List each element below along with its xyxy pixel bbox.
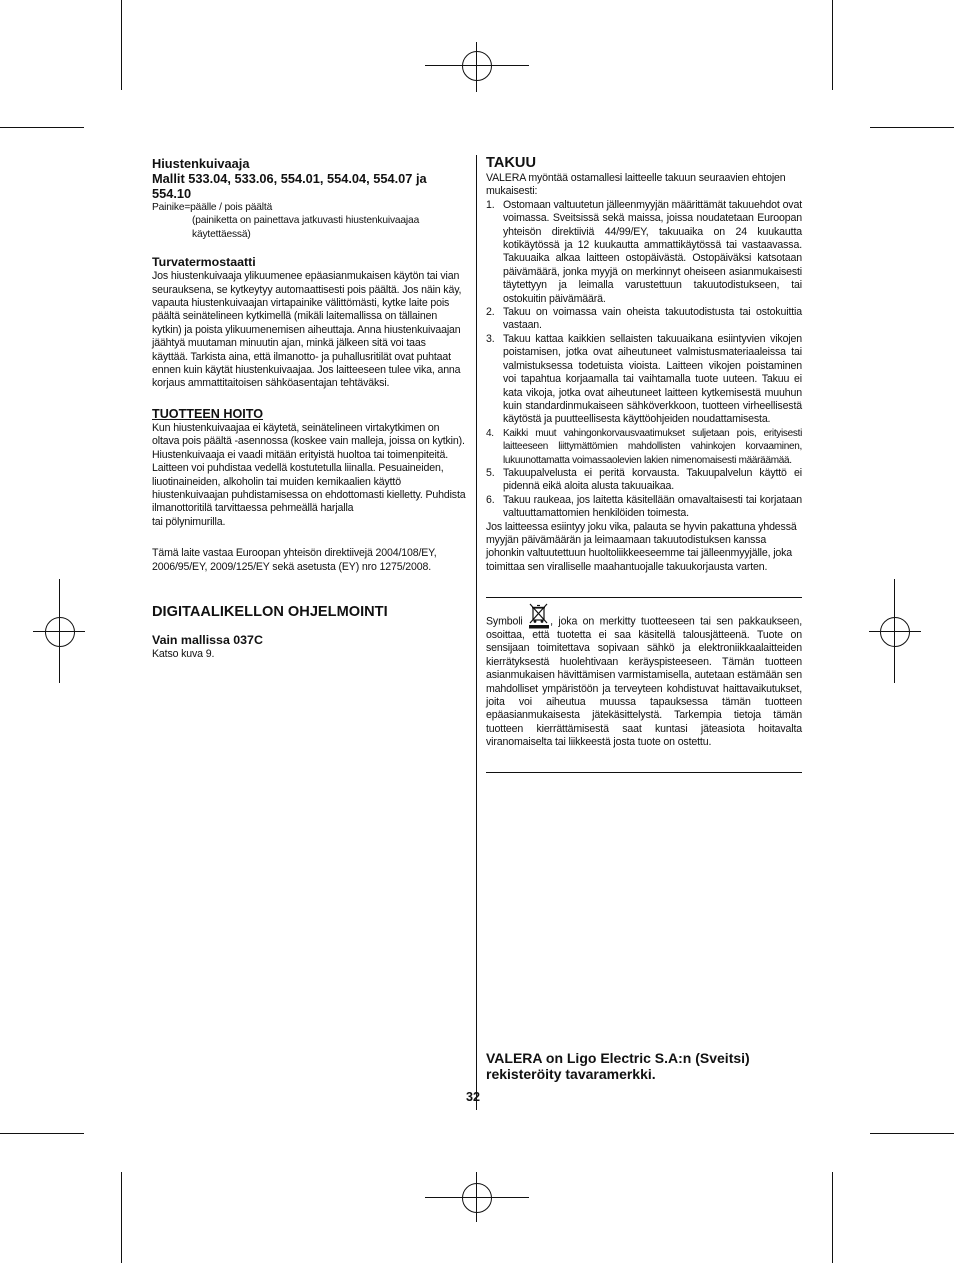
- left-column: [152, 156, 467, 661]
- button-note: (painiketta on painettava jatkuvasti hiustenkuivaajaa käytettäessä): [192, 215, 420, 240]
- registration-mark: [45, 617, 75, 647]
- list-item: 5. Takuupalvelusta ei peritä korvausta. Takuupalvelun käyttö ei pidennä eikä aloita alusta takuuaikaa.: [486, 466, 802, 493]
- button-line: Painike=päälle / pois päältä: [152, 202, 273, 213]
- registration-mark: [462, 1183, 492, 1213]
- care-text-end: tai pölynimurilla.: [152, 515, 226, 528]
- crop-mark: [121, 0, 122, 90]
- directive-text: Tämä laite vastaa Euroopan yhteisön direktiivejä 2004/108/EY, 2006/95/EY, 2009/125/EY sekä asetusta (EY) nro 1275/2008.: [152, 547, 437, 573]
- clock-heading: DIGITAALIKELLON OHJELMOINTI: [152, 603, 388, 620]
- clock-ref: Katso kuva 9.: [152, 647, 215, 660]
- crop-mark: [832, 0, 833, 90]
- recycle-text: , joka on merkitty tuotteeseen tai sen pakkaukseen, osoittaa, että tuotetta ei saa käsitellä talousjätteenä. Tuote on sensijaan toimitettava sopivaan sähkö ja elektroniikkaalaitteiden kierrätyksestä huolehtivaan keräyspisteeseen. Tämän tuotteen asianmukaisen hävittämisen varmistamisella, autetaan estämään sen mahdolliset ympäristöön ja terveyteen kohdistuvat haittavaikutukset, joita voi aiheutua muussa tapauksessa tämän tuotteen epäasianmukaisesta jätekäsittelystä. Tarkempia tietoja tämän tuotteen kierrättämisestä saat kuntasi jäteasiota hoitavalta viranomaiselta tai liikkeestä josta tuote on ostettu.: [486, 615, 803, 749]
- models-line: Mallit 533.04, 533.06, 554.01, 554.04, 554.07 ja 554.10: [152, 171, 427, 201]
- registration-mark: [880, 617, 910, 647]
- recycle-symbol-label: Symboli: [486, 615, 523, 628]
- crop-mark: [870, 127, 954, 128]
- page-number: 32: [466, 1090, 481, 1104]
- list-item: 4. Kaikki muut vahingonkorvausvaatimukset suljetaan pois, erityisesti laitteeseen liittymättömien mahdollisten vahinkojen korvaaminen, lukuunottamatta voimassaolevien lakien nimenomaisesti määräämää.: [486, 427, 802, 466]
- warranty-heading: TAKUU: [486, 155, 536, 171]
- registration-mark: [462, 51, 492, 81]
- care-text: Kun hiustenkuivaajaa ei käytetä, seinätelineen virtakytkimen on oltava pois päältä -asennossa (koskee vain malleja, joissa on kytkin). Hiustenkuivaaja ei vaadi mitään erityistä huoltoa tai toimenpiteitä. Laitteen voi puhdistaa vedellä kostutetulla liinalla. Pesuaineiden, liuotinaineiden, alkoholin tai muiden kemikaalien käyttö hiustenkuivaajan puhdistamisessa on ehdottomasti kielletty. Puhdista ilmanottoritilä tarvittaessa pehmeällä harjalla: [152, 421, 466, 515]
- crop-mark: [0, 1133, 84, 1134]
- right-column: [486, 155, 802, 574]
- crossed-out-wheelie-bin-icon: [528, 603, 550, 629]
- warranty-outro: Jos laitteessa esiintyy joku vika, palauta se hyvin pakattuna yhdessä myyjän päivämäärän ja leimaamaan takuutodistuksen kanssa johonkin valtuutettuun huoltoliikkeeseemme tai jälleenmyyjälle, joka toimittaa sen viralliselle maahantuojalle takuukorjausta varten.: [486, 520, 797, 573]
- crop-mark: [121, 1172, 122, 1263]
- recycle-box-top-rule: [486, 597, 802, 598]
- list-item: 1. Ostomaan valtuutetun jälleenmyyjän määrittämät takuuehdot ovat voimassa. Sveitsissä sekä maissa, joissa noudatetaan Euroopan yhteisön direktiiviä 44/99/EY, takuuaika on 24 kuukautta kotikäytössä ja 12 kuukautta ammattikäytössä tai vastaavassa. Takuuaika alkaa laitteen ostopäivästä. Ostopäiväksi katsotaan päivämäärä, jonka myyjä on merkinnyt oheiseen asianmukaisesti täytettyyn ja leimalla varustettuun takuutodistukseen, tai ostokuitin päivämäärä.: [486, 198, 802, 305]
- thermostat-heading: Turvatermostaatti: [152, 255, 256, 270]
- crop-mark: [870, 1133, 954, 1134]
- recycle-text-block: [486, 603, 802, 750]
- crop-mark: [832, 1172, 833, 1263]
- product-title: Hiustenkuivaaja: [152, 156, 250, 171]
- care-heading: TUOTTEEN HOITO: [152, 406, 264, 421]
- warranty-list: [486, 199, 802, 521]
- list-item: 2. Takuu on voimassa vain oheista takuutodistusta tai ostokuittia vastaan.: [486, 306, 802, 332]
- trademark-notice: VALERA on Ligo Electric S.A:n (Sveitsi) rekisteröity tavaramerkki.: [486, 1050, 750, 1082]
- list-item: 3. Takuu kattaa kaikkien sellaisten takuuaikana esiintyvien vikojen poistamisen, jotka ovat aiheutuneet valmistusmateriaaleissa tai valmistuksessa todetuista vioista. Laitteen vikojen poistaminen voi tapahtua korjaamalla tai vaihtamalla tuote uuteen. Takuu ei kata vikoja, jotka ovat aiheutuneet laitteen kytkemisestä muuhun kuin standardinmukaiseen sähköverkkoon, tuotteen virheellisestä käytöstä ja puutteellisesta käyttöohjeiden noudattamisesta.: [486, 332, 802, 426]
- list-item: 6. Takuu raukeaa, jos laitetta käsitellään omavaltaisesti tai korjataan valtuuttamattomien henkilöiden toimesta.: [486, 493, 802, 520]
- column-divider: [476, 155, 477, 1110]
- clock-model: Vain mallissa 037C: [152, 632, 263, 647]
- thermostat-text: Jos hiustenkuivaaja ylikuumenee epäasianmukaisen käytön tai vian seurauksena, se kytkeytyy automaattisesti pois päältä. Jos näin käy, vapauta hiustenkuivaajan virtapainike välittömästi, kytke laite pois päältä seinätelineen kytkimellä (mikäli laitemallissa on tällainen kytkin) ja poista ylikuumenemisen aiheuttaja. Anna hiustenkuivaajan jäähtyä muutaman minuutin ajan, minkä jälkeen sitä voi taas käyttää. Tarkista aina, että ilmanotto- ja puhallusritilät ovat puhtaat ennen kuin käytät hiustenkuivaajaa. Jos laitteeseen tulee vika, anna korjaus ammattitaitoisen sähköasentajan tehtäväksi.: [152, 270, 462, 390]
- crop-mark: [0, 127, 84, 128]
- warranty-intro: VALERA myöntää ostamallesi laitteelle takuun seuraavien ehtojen mukaisesti:: [486, 172, 786, 198]
- recycle-box-bottom-rule: [486, 772, 802, 773]
